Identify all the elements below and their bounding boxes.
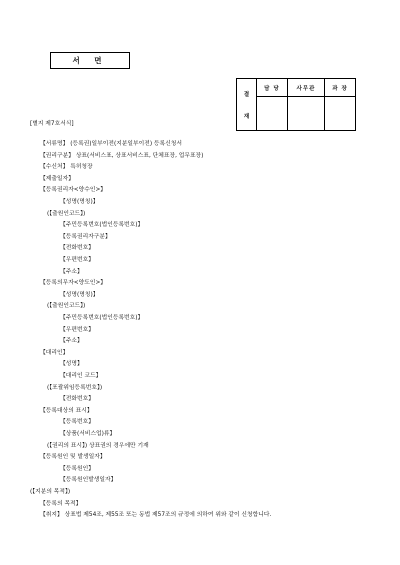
form-field-line: 【성명】	[60, 361, 83, 368]
form-field-line: 【제출일자】	[40, 175, 74, 182]
form-field-line: 【주소】	[60, 268, 83, 275]
form-field-line: 【등록원인발생일자】	[60, 477, 117, 484]
approval-label-char-2: 재	[243, 113, 250, 120]
form-field-line: (【지분의 목적】)	[30, 489, 71, 495]
approval-label-char-1: 결	[243, 91, 250, 98]
form-field-line: 【등록의 목적】	[40, 500, 82, 507]
form-field-line: 【등록권리자구분】	[60, 233, 111, 240]
form-field-line: 【전화번호】	[60, 396, 94, 403]
form-field-line: 【우편번호】	[60, 326, 94, 333]
form-title: 서 면	[50, 52, 130, 69]
form-field-line: 【등록대상의 표시】	[40, 407, 93, 414]
form-field-line: 【전화번호】	[60, 245, 94, 252]
form-field-line: 【주민등록번호(법인등록번호)】	[60, 315, 144, 321]
approval-col-chief: 과 장	[325, 79, 356, 97]
approval-col-officer: 사무관	[287, 79, 324, 97]
form-field-line: 【성명(명칭)】	[60, 199, 99, 205]
approval-stamp-table	[236, 78, 356, 131]
form-field-line: 【등록의무자<양도인>】	[40, 280, 107, 287]
approval-sign-chief	[325, 97, 356, 131]
form-field-line: 【주민등록번호(법인등록번호)】	[60, 222, 144, 229]
form-field-line: 【등록번호】	[60, 419, 94, 426]
form-field-line: 【상품(서비스업)류】	[60, 431, 116, 437]
approval-col-clerk: 담 당	[257, 79, 288, 97]
form-field-line: 【취지】 상표법 제54조, 제55조 또는 동법 제57조의 규정에 의하여 위와 같이 신청합니다.	[40, 512, 272, 519]
form-number: [별지 제7호서식]	[30, 121, 74, 127]
form-field-line: 【대리인】	[40, 349, 69, 356]
approval-row-label	[237, 79, 257, 131]
form-field-line: (【출원인코드】)	[47, 303, 86, 310]
form-field-line: 【주소】	[60, 338, 83, 345]
form-field-line: (【권리의 표시】) 상표권의 경우에만 기재	[47, 442, 149, 449]
form-field-line: 【등록권리자<양수인>】	[40, 187, 107, 194]
form-field-line: 【우편번호】	[60, 257, 94, 263]
form-field-line: (【출원인코드】)	[47, 210, 86, 217]
form-field-line: 【수신처】 특허청장	[40, 164, 93, 171]
form-field-line: 【등록원인】	[60, 465, 94, 472]
form-field-line: 【권리구분】 상표(서비스표, 상표서비스표, 단체표장, 업무표장)	[40, 152, 204, 159]
form-field-line: 【서류명】 (등록권)일부이전(지분일부이전) 등록신청서	[40, 141, 182, 147]
form-field-line: (【포괄위임등록번호】)	[47, 384, 103, 391]
form-field-line: 【대리인 코드】	[60, 373, 102, 379]
approval-sign-officer	[287, 97, 324, 131]
form-field-line: 【성명(명칭)】	[60, 291, 99, 298]
approval-sign-clerk	[257, 97, 288, 131]
form-field-line: 【등록원인 및 발생일자】	[40, 454, 106, 461]
